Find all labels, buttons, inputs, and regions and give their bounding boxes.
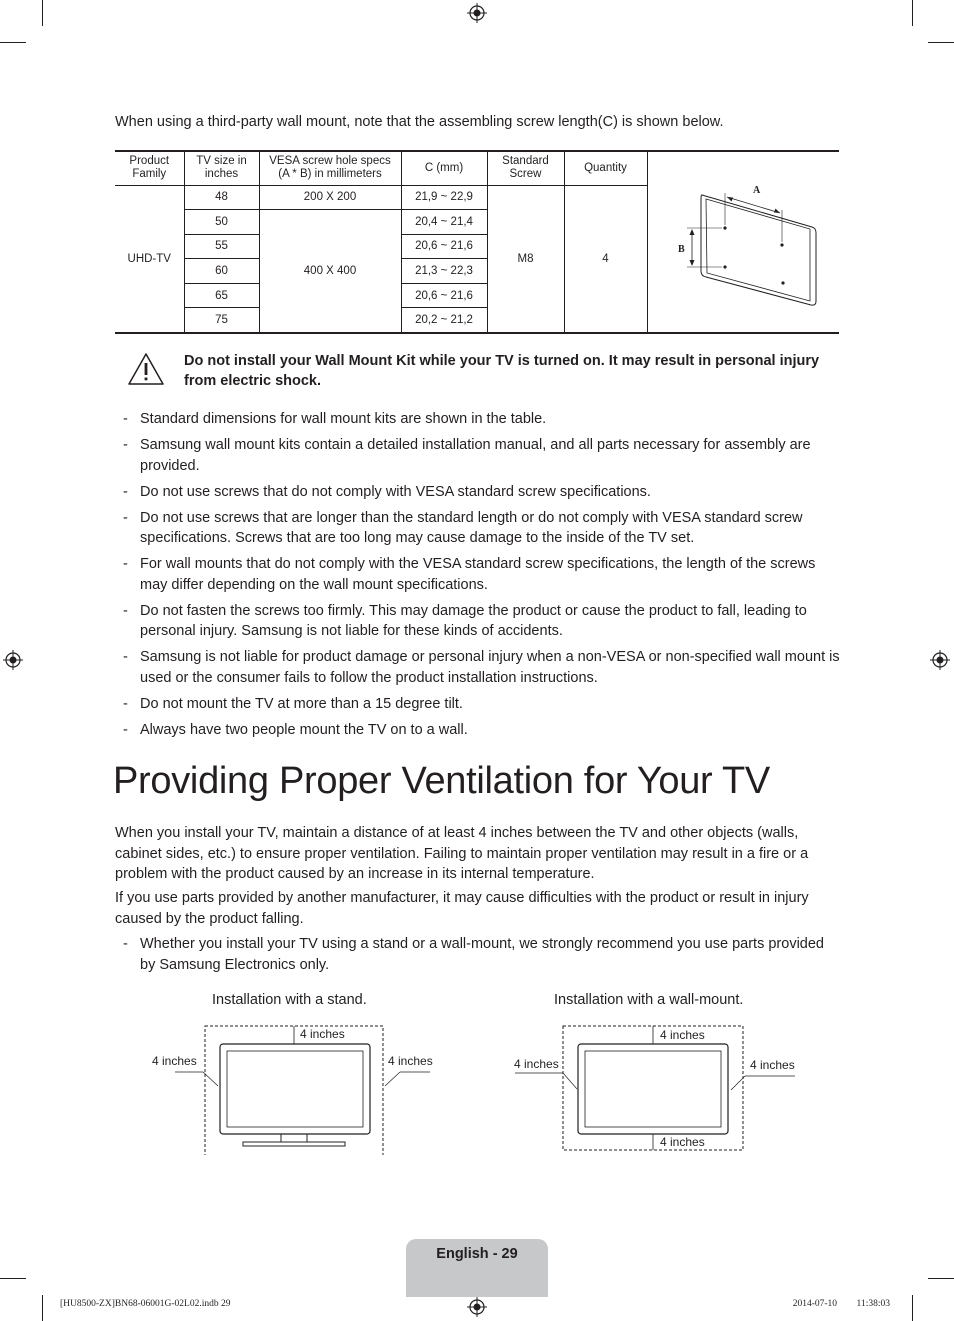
note-text: Do not use screws that are longer than the standard length or do not comply with VESA standard screw specifications. Screws that are too long may cause damage to the inside of the TV set. [140,509,803,546]
cell-size: 48 [184,185,259,210]
registration-mark-icon [3,650,23,670]
dimension-left: 4 inches [152,1054,197,1068]
wall-caption: Installation with a wall-mount. [554,992,744,1008]
page-number: English - 29 [436,1246,518,1262]
intro-text: When using a third-party wall mount, note that the assembling screw length(C) is shown below. [115,114,724,130]
wall-mount-notes [115,409,840,746]
footer-timestamp: 2014-07-10 ￿￿ 11:38:03 [792,1299,890,1309]
cell-standard-screw: M8 [487,185,564,333]
warning-text: Do not install your Wall Mount Kit while your TV is turned on. It may result in personal injury from electric shock. [184,353,820,389]
cell-vesa: 400 X 400 [259,210,401,333]
warning-triangle-icon [127,352,165,386]
registration-mark-icon [467,3,487,23]
cell-size: 55 [184,234,259,259]
list-dash: - [123,509,128,526]
footer-file-name: [HU8500-ZX]BN68-06001G-02L02.indb 29 [60,1299,231,1309]
crop-mark [928,42,954,43]
list-item [115,435,840,476]
crop-mark [912,1295,913,1321]
list-item [115,409,840,430]
list-item [115,508,840,549]
list-dash: - [123,721,128,738]
note-text: Standard dimensions for wall mount kits are shown in the table. [140,411,547,427]
header-c-mm: C (mm) [401,151,487,185]
note-text: Do not mount the TV at more than a 15 degree tilt. [140,695,463,712]
cell-size: 65 [184,283,259,308]
cell-product-family: UHD-TV [115,185,184,333]
header-standard-screw: Standard Screw [487,151,564,185]
crop-mark [0,42,26,43]
dimension-label-a: A [753,185,761,197]
wall-mount-spec-table [115,150,839,334]
ventilation-paragraph: If you use parts provided by another manufacturer, it may cause difficulties with the product or result in injury caused by the product falling. [115,890,809,927]
dimension-left: 4 inches [514,1057,559,1071]
cell-c: 20,6 ~ 21,6 [401,283,487,308]
list-item [115,720,840,741]
crop-mark [42,1295,43,1321]
registration-mark-icon [930,650,950,670]
list-item [115,601,840,642]
dimension-top: 4 inches [300,1027,345,1041]
cell-c: 20,6 ~ 21,6 [401,234,487,259]
registration-mark-icon [467,1297,487,1317]
ventilation-paragraph: When you install your TV, maintain a distance of at least 4 inches between the TV and other objects (walls, cabinet sides, etc.) to ensure proper ventilation. Failing to maintain proper ventilation may result in a fire or a problem with the product caused by an increase in its internal temperature. [115,825,809,882]
dimension-right: 4 inches [750,1058,795,1072]
wall-installation-diagram [505,1020,805,1155]
note-text: Samsung is not liable for product damage or personal injury when a non-VESA or non-specified wall mount is used or the consumer fails to follow the product installation instructions. [140,649,840,686]
crop-mark [42,0,43,26]
cell-c: 20,2 ~ 21,2 [401,308,487,333]
note-text: Do not use screws that do not comply with VESA standard screw specifications. [140,483,651,500]
cell-size: 75 [184,308,259,333]
note-text: Do not fasten the screws too firmly. This may damage the product or cause the product to fall, leading to personal injury. Samsung is not liable for these kinds of accidents. [140,602,807,639]
stand-installation-diagram [140,1020,440,1155]
dimension-top: 4 inches [660,1028,705,1042]
stand-caption: Installation with a stand. [212,992,367,1008]
list-item [115,647,840,688]
crop-mark [0,1278,26,1279]
list-dash: - [123,695,128,712]
note-text: Samsung wall mount kits contain a detailed installation manual, and all parts necessary for assembly are provided. [140,437,811,474]
crop-mark [928,1278,954,1279]
list-item [115,482,840,503]
list-dash: - [123,411,128,427]
screw-diagram-cell [647,151,839,333]
section-title: Providing Proper Ventilation for Your TV [113,760,770,802]
header-vesa: VESA screw hole specs (A * B) in millimeters [259,151,401,185]
list-dash: - [123,556,128,572]
cell-c: 20,4 ~ 21,4 [401,210,487,235]
list-dash: - [123,437,128,453]
note-text: For wall mounts that do not comply with the VESA standard screw specifications, the length of the screws may differ depending on the wall mount specifications. [140,556,816,593]
list-item [115,554,840,595]
cell-quantity: 4 [564,185,647,333]
crop-mark [912,0,913,26]
cell-c: 21,3 ~ 22,3 [401,259,487,284]
header-quantity: Quantity [564,151,647,185]
list-dash: - [123,649,128,665]
dimension-right: 4 inches [388,1054,433,1068]
cell-c: 21,9 ~ 22,9 [401,185,487,210]
dimension-bottom: 4 inches [660,1135,705,1149]
list-dash: - [123,483,128,500]
header-product-family: Product Family [115,151,184,185]
list-dash: - [123,936,128,952]
cell-size: 50 [184,210,259,235]
cell-vesa: 200 X 200 [259,185,401,210]
note-text: Always have two people mount the TV on to a wall. [140,721,468,738]
header-tv-size: TV size in inches [184,151,259,185]
wall-mount-screw-diagram [652,155,834,325]
list-item [115,694,840,715]
list-dash: - [123,602,128,619]
cell-size: 60 [184,259,259,284]
dimension-label-b: B [678,244,685,256]
note-text: Whether you install your TV using a stand or a wall-mount, we strongly recommend you use parts provided by Samsung Electronics only. [140,936,824,973]
list-item [115,934,840,975]
